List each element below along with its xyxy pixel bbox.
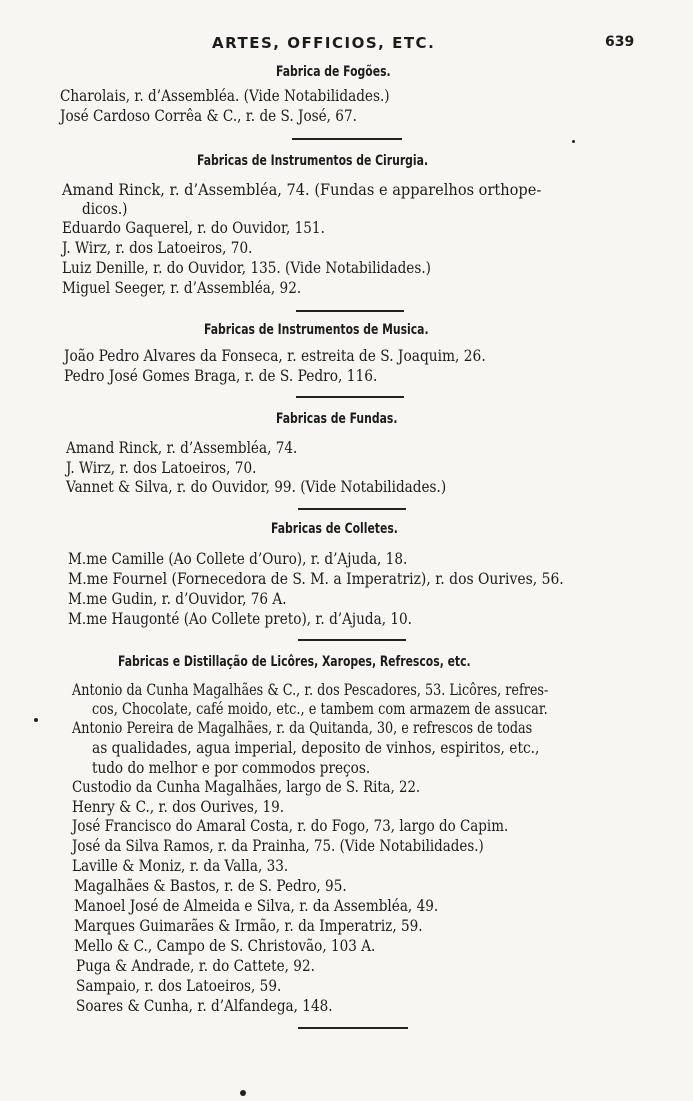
section-divider [292, 138, 402, 140]
entry-line: José Cardoso Corrêa & C., r. de S. José, 67. [60, 106, 357, 125]
entry-line: Eduardo Gaquerel, r. do Ouvidor, 151. [62, 218, 325, 237]
entry-line: Luiz Denille, r. do Ouvidor, 135. (Vide Notabilidades.) [62, 258, 431, 277]
running-head [0, 34, 693, 56]
entry-line: Manoel José de Almeida e Silva, r. da Assembléa, 49. [74, 896, 439, 915]
section-heading: Fabricas e Distillação de Licôres, Xaropes, Refrescos, etc. [118, 654, 471, 670]
entry-line: J. Wirz, r. dos Latoeiros, 70. [66, 458, 257, 477]
entry-line: cos, Chocolate, café moido, etc., e tambem com armazem de assucar. [92, 699, 548, 718]
page-number: 639 [605, 34, 635, 50]
entry-line: João Pedro Alvares da Fonseca, r. estreita de S. Joaquim, 26. [64, 346, 486, 365]
entry-line: Vannet & Silva, r. do Ouvidor, 99. (Vide Notabilidades.) [66, 477, 447, 496]
entry-line: Amand Rinck, r. d’Assembléa, 74. (Fundas e apparelhos orthope- [62, 180, 542, 199]
section-divider [298, 1027, 408, 1029]
section-heading: Fabricas de Instrumentos de Musica. [204, 322, 429, 338]
section-heading: Fabricas de Instrumentos de Cirurgia. [197, 153, 429, 169]
running-title: ARTES, OFFICIOS, ETC. [212, 34, 436, 52]
entry-line: as qualidades, agua imperial, deposito de vinhos, espiritos, etc., [92, 738, 540, 757]
entry-line: M.me Haugonté (Ao Collete preto), r. d’Ajuda, 10. [68, 609, 412, 628]
print-speck [572, 140, 575, 143]
entry-line: Antonio Pereira de Magalhães, r. da Quitanda, 30, e refrescos de todas [72, 718, 533, 737]
section-divider [298, 639, 406, 641]
section-divider [298, 508, 406, 510]
entry-line: Soares & Cunha, r. d’Alfandega, 148. [76, 996, 333, 1015]
print-speck [240, 1090, 246, 1096]
entry-line: José da Silva Ramos, r. da Prainha, 75. (Vide Notabilidades.) [72, 836, 484, 855]
entry-line: J. Wirz, r. dos Latoeiros, 70. [62, 238, 253, 257]
entry-line: Mello & C., Campo de S. Christovão, 103 A. [74, 936, 376, 955]
entry-line: Laville & Moniz, r. da Valla, 33. [72, 856, 289, 875]
entry-line: Charolais, r. d’Assembléa. (Vide Notabilidades.) [60, 86, 390, 105]
entry-line: Puga & Andrade, r. do Cattete, 92. [76, 956, 315, 975]
section-heading: Fabricas de Colletes. [271, 521, 398, 537]
entry-line: M.me Camille (Ao Collete d’Ouro), r. d’Ajuda, 18. [68, 549, 408, 568]
section-heading: Fabricas de Fundas. [276, 411, 398, 427]
entry-line: Miguel Seeger, r. d’Assembléa, 92. [62, 278, 302, 297]
entry-line: M.me Fournel (Fornecedora de S. M. a Imperatriz), r. dos Ourives, 56. [68, 569, 564, 588]
section-divider [296, 396, 404, 398]
entry-line: Antonio da Cunha Magalhães & C., r. dos Pescadores, 53. Licôres, refres- [72, 680, 549, 699]
section-divider [296, 310, 404, 312]
entry-line: Custodio da Cunha Magalhães, largo de S. Rita, 22. [72, 777, 421, 796]
entry-line: Marques Guimarães & Irmão, r. da Imperatriz, 59. [74, 916, 423, 935]
entry-line: tudo do melhor e por commodos preços. [92, 758, 371, 777]
entry-line: Amand Rinck, r. d’Assembléa, 74. [66, 438, 298, 457]
entry-line: dicos.) [82, 199, 128, 218]
entry-line: Sampaio, r. dos Latoeiros, 59. [76, 976, 282, 995]
entry-line: M.me Gudin, r. d’Ouvidor, 76 A. [68, 589, 287, 608]
entry-line: Pedro José Gomes Braga, r. de S. Pedro, 116. [64, 366, 378, 385]
entry-line: Magalhães & Bastos, r. de S. Pedro, 95. [74, 876, 347, 895]
section-heading: Fabrica de Fogões. [276, 64, 391, 80]
print-speck [34, 718, 38, 722]
entry-line: Henry & C., r. dos Ourives, 19. [72, 797, 285, 816]
entry-line: José Francisco do Amaral Costa, r. do Fogo, 73, largo do Capim. [72, 816, 509, 835]
